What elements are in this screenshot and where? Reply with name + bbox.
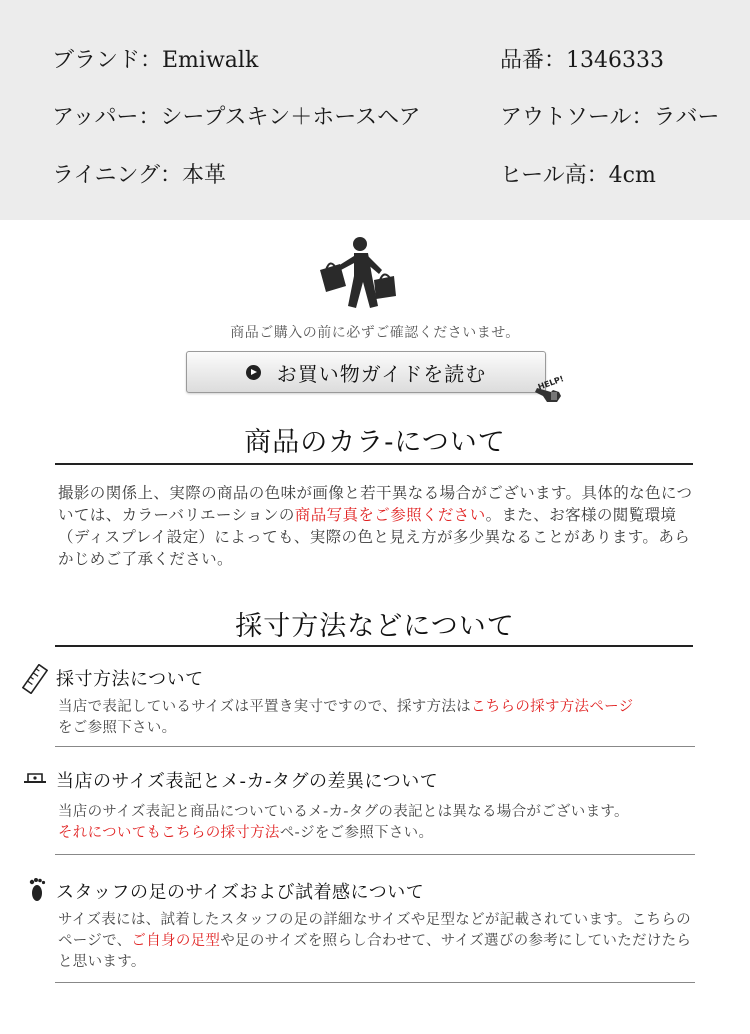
color-text-part-1: 撮影の関係上、実際の商品の色味が画像と若干異なる場合がございます。具体的な色については、カラーバリエーションの <box>58 484 693 524</box>
item-divider <box>55 982 695 983</box>
staff-fitting-text-part-1: サイズ表には、試着したスタッフの足の詳細なサイズや足型などが記載されています。こちらのページで、 <box>58 912 691 949</box>
spec-lining: ライニング：本革 <box>52 163 227 188</box>
measure-method-text-part-1: 当店で表記しているサイズは平置き実寸ですので、採す方法は <box>58 699 471 715</box>
measure-method-text-part-2: をご参照下さい。 <box>58 720 177 736</box>
color-section-divider <box>55 463 693 465</box>
shopping-guide-button-label: お買い物ガイドを読む <box>276 361 487 386</box>
size-tag-text-part-1: 当店のサイズ表記と商品についているメ-カ-タグの表記とは異なる場合がございます。 <box>58 804 629 820</box>
spec-heel-height: ヒール高：4cm <box>500 163 656 188</box>
size-tag-difference-title: 当店のサイズ表記とメ-カ-タグの差異について <box>56 771 439 792</box>
staff-fitting-text-part-2: や足のサイズを照らし合わせて、サイズ選びの参考にしていただけたらと思います。 <box>58 933 692 970</box>
spec-upper: アッパー：シープスキン＋ホースヘア <box>52 105 421 130</box>
measure-method-title: 採寸方法について <box>56 669 204 690</box>
spec-brand: ブランド：Emiwalk <box>52 48 259 73</box>
spec-panel <box>0 0 750 220</box>
staff-fitting-text <box>58 910 698 973</box>
tag-scale-icon <box>22 770 48 786</box>
size-tag-difference-text <box>58 802 698 844</box>
ruler-icon <box>22 664 48 694</box>
pointing-hand-help-icon <box>525 372 573 406</box>
purchase-notice: 商品ご購入の前に必ずご確認くださいませ。 <box>230 325 520 341</box>
footprint-icon <box>26 876 48 902</box>
measure-section-title: 採寸方法などについて <box>235 611 515 642</box>
measure-method-page-link[interactable]: こちらの採す方法ページ <box>470 699 634 715</box>
item-divider <box>55 746 695 747</box>
own-foot-shape-link[interactable]: ご自身の足型 <box>131 933 221 949</box>
measure-method-text <box>58 697 698 739</box>
shopper-icon <box>318 236 398 312</box>
help-label: HELP! <box>536 374 565 392</box>
measure-method-link[interactable]: それについてもこちらの採寸方法 <box>58 825 280 841</box>
measure-section-divider <box>55 645 693 647</box>
spec-outsole: アウトソール：ラバー <box>500 105 720 130</box>
staff-fitting-title: スタッフの足のサイズおよび試着感について <box>56 882 425 903</box>
color-text-part-2: 。また、お客様の閲覧環境（ディスプレイ設定）によっても、実際の色と見え方が多少異なることがあります。あらかじめご了承ください。 <box>58 506 691 568</box>
color-section-title: 商品のカラ-について <box>244 427 506 458</box>
size-tag-text-part-2: ペ-ジをご参照下さい。 <box>279 825 434 841</box>
play-circle-icon <box>246 365 261 380</box>
shopping-guide-button[interactable] <box>186 351 546 393</box>
product-photo-link[interactable]: 商品写真をご参照ください <box>294 506 486 524</box>
item-divider <box>55 854 695 855</box>
spec-item-number: 品番：1346333 <box>500 48 664 73</box>
color-section-text <box>58 482 698 570</box>
